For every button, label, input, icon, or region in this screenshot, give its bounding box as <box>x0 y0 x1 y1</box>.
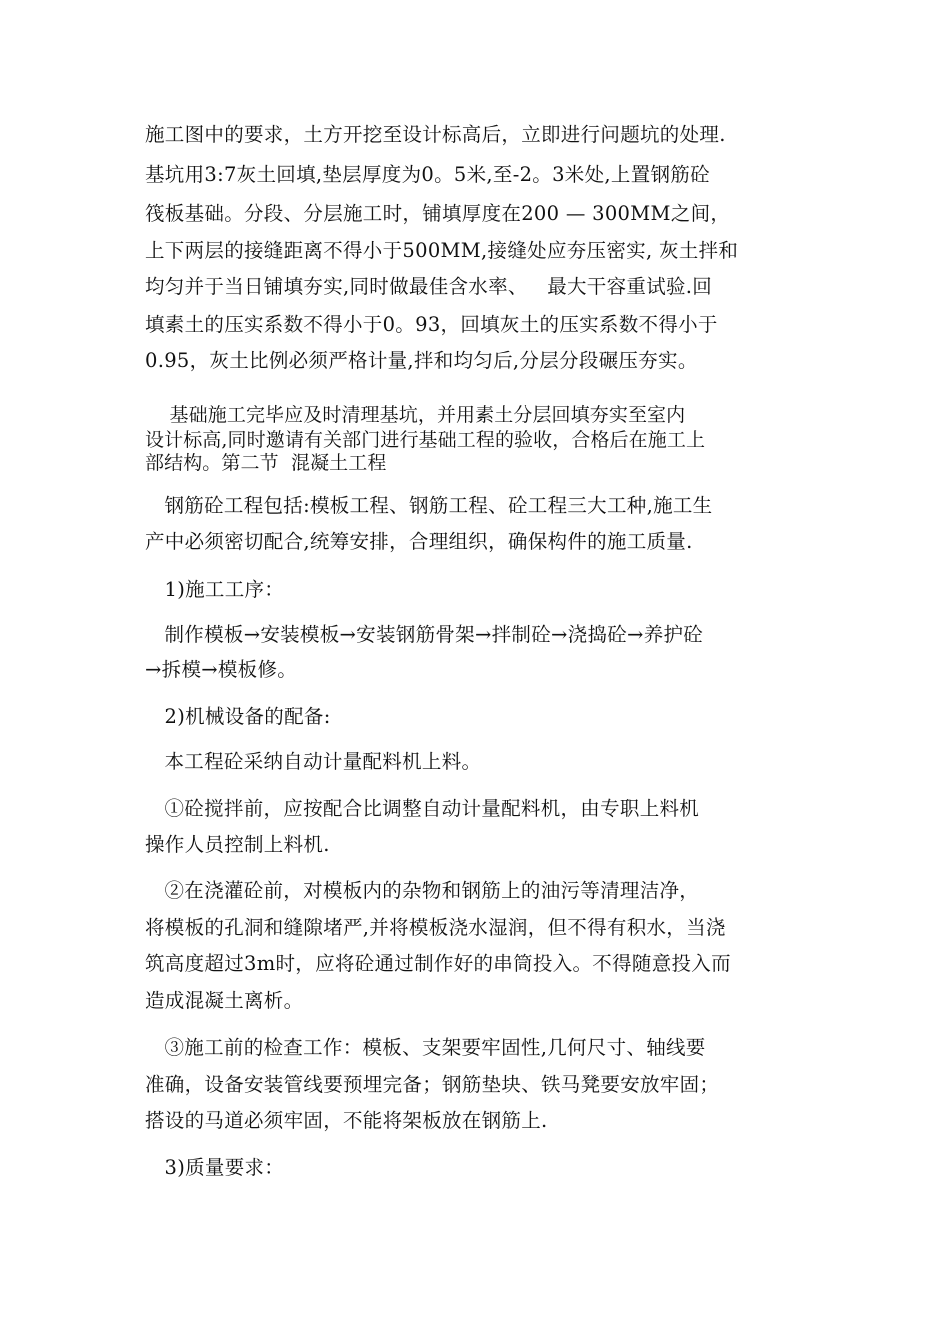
text-line: 施工图中的要求，土方开挖至设计标高后，立即进行问题坑的处理. <box>145 123 726 146</box>
text-line: 筏板基础。分段、分层施工时，铺填厚度在200 — 300MM之间， <box>145 202 731 225</box>
text-line: 基坑用3:7灰土回填,垫层厚度为0。5米,至-2。3米处,上置钢筋砼 <box>145 163 710 186</box>
text-line: 准确，设备安装管线要预埋完备；钢筋垫块、铁马凳要安放牢固； <box>145 1073 720 1096</box>
text-line: 将模板的孔洞和缝隙堵严,并将模板浇水湿润，但不得有积水，当浇 <box>145 916 726 939</box>
text-line: 筑高度超过3m时，应将砼通过制作好的串筒投入。不得随意投入而 <box>145 952 731 975</box>
text-line: 本工程砼采纳自动计量配料机上料。 <box>145 750 482 773</box>
text-line: ③施工前的检查工作：模板、支架要牢固性,几何尺寸、轴线要 <box>145 1036 706 1059</box>
text-line: 上下两层的接缝距离不得小于500MM,接缝处应夯压密实, 灰土拌和 <box>145 239 739 262</box>
list-heading: 2)机械设备的配备: <box>145 705 331 728</box>
text-line: 产中必须密切配合,统筹安排，合理组织，确保构件的施工质量. <box>145 530 693 553</box>
text-line: 制作模板→安装模板→安装钢筋骨架→拌制砼→浇捣砼→养护砼 <box>145 623 704 646</box>
text-line: 基础施工完毕应及时清理基坑，并用素土分层回填夯实至室内 <box>145 404 686 426</box>
text-line: 造成混凝土离析。 <box>145 989 304 1012</box>
list-heading: 3)质量要求： <box>145 1156 285 1179</box>
text-line: 设计标高,同时邀请有关部门进行基础工程的验收，合格后在施工上 <box>145 429 706 451</box>
text-line: 填素土的压实系数不得小于0。93，回填灰土的压实系数不得小于 <box>145 313 718 336</box>
text-line: →拆模→模板修。 <box>145 658 298 681</box>
text-line: ①砼搅拌前，应按配合比调整自动计量配料机，由专职上料机 <box>145 797 700 820</box>
text-line: ②在浇灌砼前，对模板内的杂物和钢筋上的油污等清理洁净， <box>145 879 700 902</box>
list-heading: 1)施工工序： <box>145 578 285 601</box>
text-line: 操作人员控制上料机. <box>145 833 330 856</box>
text-line: 钢筋砼工程包括:模板工程、钢筋工程、砼工程三大工种,施工生 <box>145 494 713 517</box>
section-heading: 部结构。第二节 混凝土工程 <box>145 452 387 474</box>
text-line: 搭设的马道必须牢固，不能将架板放在钢筋上. <box>145 1109 548 1132</box>
text-line: 均匀并于当日铺填夯实,同时做最佳含水率、 最大干容重试验.回 <box>145 275 713 298</box>
text-line: 0.95，灰土比例必须严格计量,拌和均匀后,分层分段碾压夯实。 <box>145 349 698 372</box>
